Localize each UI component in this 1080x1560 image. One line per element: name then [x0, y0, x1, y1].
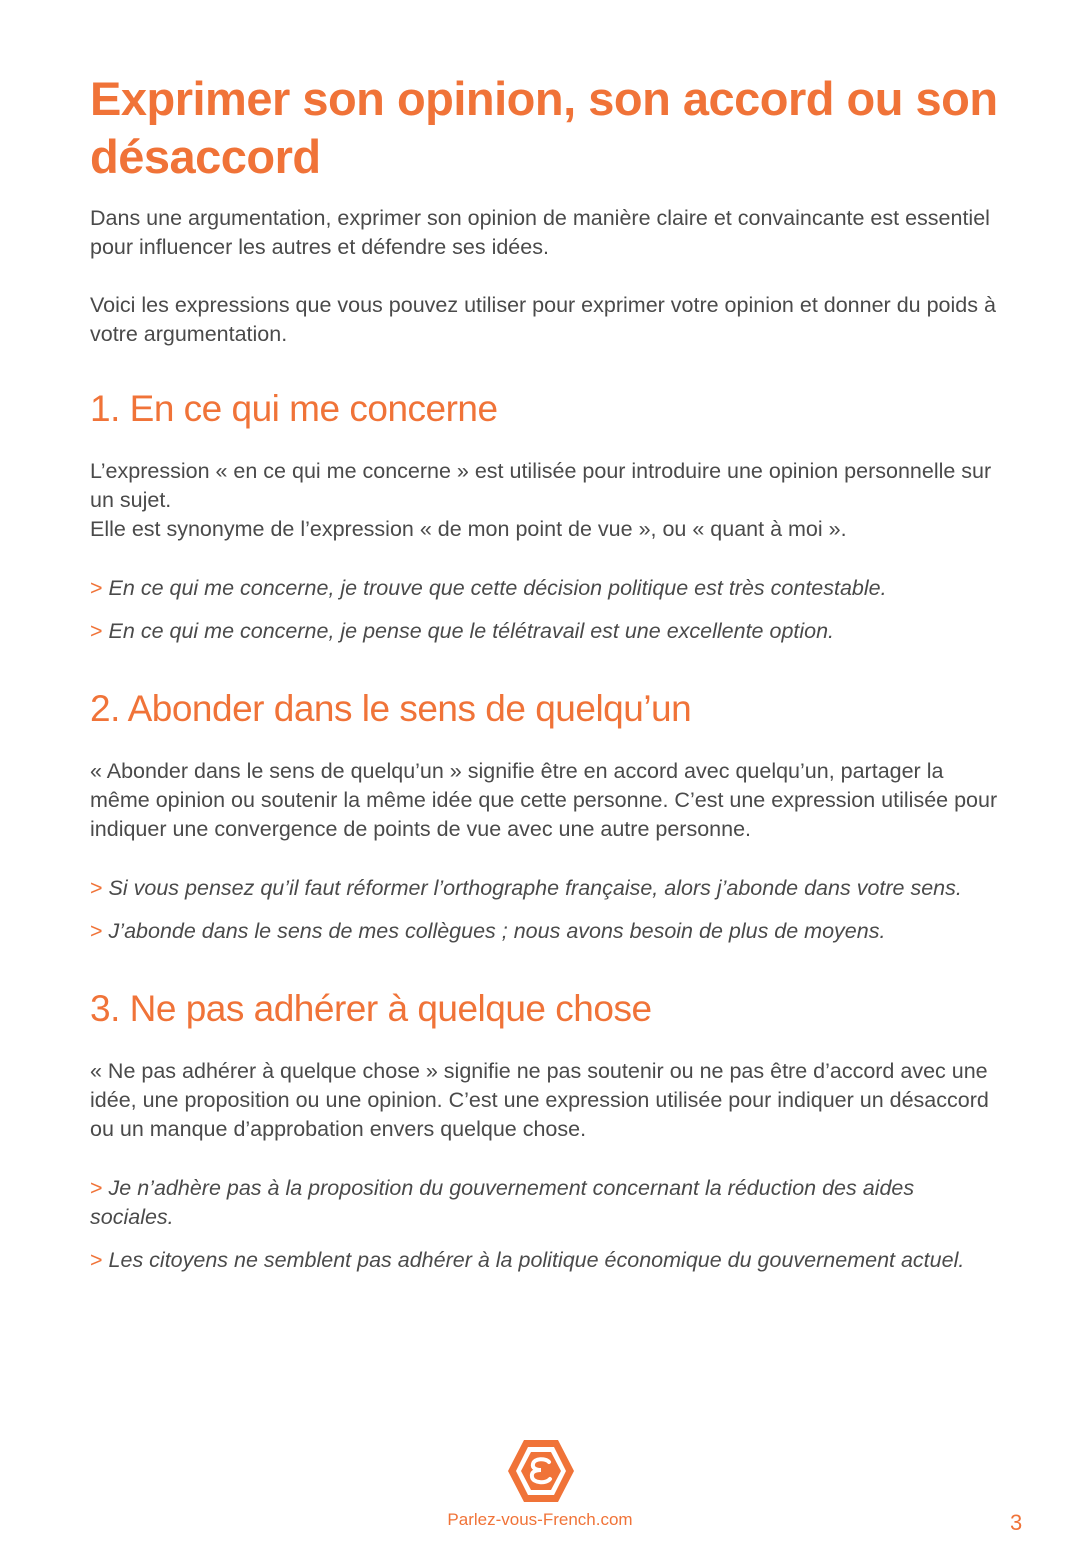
example-marker: >: [90, 619, 103, 643]
section-3-text: « Ne pas adhérer à quelque chose » signifie ne pas soutenir ou ne pas être d’accord avec une idée, une proposition ou une opinion. C’est une expression utilisée pour indiquer un désaccord ou un manque d’approbation envers quelque chose.: [90, 1059, 989, 1141]
example-marker: >: [90, 1176, 103, 1200]
example-text: En ce qui me concerne, je trouve que cette décision politique est très contestable.: [108, 576, 887, 600]
section-2-heading: 2. Abonder dans le sens de quelqu’un: [90, 688, 692, 729]
intro-paragraph-2: Voici les expressions que vous pouvez utiliser pour exprimer votre opinion et donner du poids à votre argumentation.: [90, 293, 996, 346]
example-text: En ce qui me concerne, je pense que le télétravail est une excellente option.: [108, 619, 835, 643]
section-3-example-2: [90, 1246, 1000, 1275]
section-1-heading: 1. En ce qui me concerne: [90, 388, 498, 429]
section-2-text: « Abonder dans le sens de quelqu’un » signifie être en accord avec quelqu’un, partager la même opinion ou soutenir la même idée que cette personne. C’est une expression utilisée pour indiquer une convergence de points de vue avec une autre personne.: [90, 759, 998, 841]
intro-paragraph-1: Dans une argumentation, exprimer son opinion de manière claire et convaincante est essentiel pour influencer les autres et défendre ses idées.: [90, 206, 990, 259]
section-1-example-1: [90, 574, 1000, 603]
example-marker: >: [90, 919, 103, 943]
example-marker: >: [90, 576, 103, 600]
section-3-example-1: [90, 1174, 1000, 1232]
example-text: Je n’adhère pas à la proposition du gouvernement concernant la réduction des aides sociales.: [90, 1176, 915, 1229]
footer-site-name: Parlez-vous-French.com: [447, 1510, 633, 1529]
section-1-text-line-1: L’expression « en ce qui me concerne » est utilisée pour introduire une opinion personnelle sur un sujet.: [90, 459, 992, 512]
section-3-heading: 3. Ne pas adhérer à quelque chose: [90, 988, 652, 1029]
example-marker: >: [90, 876, 103, 900]
example-marker: >: [90, 1248, 103, 1272]
section-1-text: [90, 457, 1000, 544]
parlez-vous-french-logo-icon: [506, 1438, 576, 1504]
section-1-example-2: [90, 617, 1000, 646]
section-1-text-line-2: Elle est synonyme de l’expression « de mon point de vue », ou « quant à moi ».: [90, 517, 847, 541]
example-text: Si vous pensez qu’il faut réformer l’orthographe française, alors j’abonde dans votre sens.: [108, 876, 962, 900]
page-content: [90, 70, 1000, 1275]
section-2-example-2: [90, 917, 1000, 946]
section-2-example-1: [90, 874, 1000, 903]
example-text: Les citoyens ne semblent pas adhérer à la politique économique du gouvernement actuel.: [108, 1248, 965, 1272]
page-title: Exprimer son opinion, son accord ou son désaccord: [90, 72, 998, 183]
page-number: 3: [1010, 1510, 1023, 1535]
example-text: J’abonde dans le sens de mes collègues ; nous avons besoin de plus de moyens.: [108, 919, 886, 943]
